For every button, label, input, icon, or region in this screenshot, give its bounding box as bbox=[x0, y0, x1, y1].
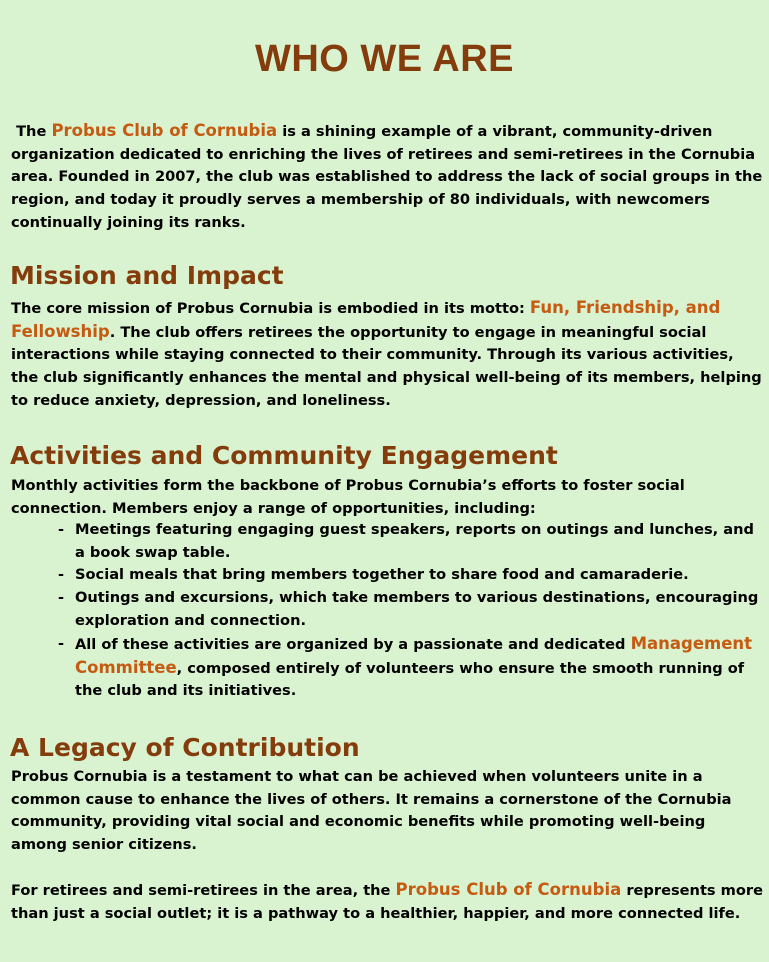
closing-text-before: For retirees and semi-retirees in the area, the bbox=[11, 882, 396, 899]
bullet-marker: - bbox=[58, 566, 65, 583]
bullet-text-before: All of these activities are organized by a passionate and dedicated bbox=[75, 636, 631, 653]
activity-bullet bbox=[58, 587, 763, 632]
activities-intro: Monthly activities form the backbone of Probus Cornubia’s efforts to foster social connection. Members enjoy a range of opportunities, including: bbox=[11, 477, 685, 517]
mission-text-before: The core mission of Probus Cornubia is embodied in its motto: bbox=[11, 300, 530, 317]
management-committee-highlight: Management Committee bbox=[75, 634, 753, 677]
bullet-marker: - bbox=[58, 589, 65, 606]
motto-highlight: Fun, Friendship, and Fellowship bbox=[11, 298, 721, 341]
activities-heading: Activities and Community Engagement bbox=[10, 441, 558, 470]
bullet-marker: - bbox=[58, 521, 65, 538]
mission-text-after: . The club offers retirees the opportunity to engage in meaningful social interactions while staying connected to their community. Through its various activities, the club significantly enhances the mental and physical well-being of its members, helping to reduce anxiety, depression, and loneliness. bbox=[11, 323, 762, 409]
intro-paragraph bbox=[11, 120, 763, 235]
activity-bullet bbox=[58, 519, 763, 564]
club-name-highlight: Probus Club of Cornubia bbox=[395, 880, 622, 899]
closing-paragraph bbox=[11, 879, 763, 925]
bullet-text: Social meals that bring members together to share food and camaraderie. bbox=[75, 566, 689, 583]
mission-heading: Mission and Impact bbox=[10, 261, 284, 290]
closing-text-after: represents more than just a social outlet; it is a pathway to a healthier, happier, and more connected life. bbox=[11, 882, 764, 922]
intro-lead: The bbox=[16, 123, 47, 140]
legacy-paragraph: Probus Cornubia is a testament to what can be achieved when volunteers unite in a common cause to enhance the lives of others. It remains a cornerstone of the Cornubia community, providing vital social and economic benefits while promoting well-being among senior citizens. bbox=[11, 768, 732, 854]
intro-rest: is a shining example of a vibrant, community-driven organization dedicated to enriching the lives of retirees and semi-retirees in the Cornubia area. Founded in 2007, the club was established to address the lack of social groups in the region, and today it proudly serves a membership of 80 individuals, with newcomers continually joining its ranks. bbox=[11, 123, 763, 231]
page-title: WHO WE ARE bbox=[254, 38, 514, 80]
bullet-text: Outings and excursions, which take members to various destinations, encouraging exploration and connection. bbox=[75, 589, 759, 629]
activity-bullet bbox=[58, 564, 763, 587]
bullet-text-after: , composed entirely of volunteers who ensure the smooth running of the club and its initiatives. bbox=[75, 659, 745, 700]
legacy-heading: A Legacy of Contribution bbox=[10, 733, 360, 762]
mission-paragraph bbox=[11, 297, 763, 413]
bullet-text bbox=[75, 633, 763, 703]
activity-bullet bbox=[58, 633, 763, 703]
club-name-highlight: Probus Club of Cornubia bbox=[51, 121, 278, 140]
bullet-text: Meetings featuring engaging guest speakers, reports on outings and lunches, and a book swap table. bbox=[75, 521, 754, 561]
bullet-marker: - bbox=[58, 635, 65, 652]
